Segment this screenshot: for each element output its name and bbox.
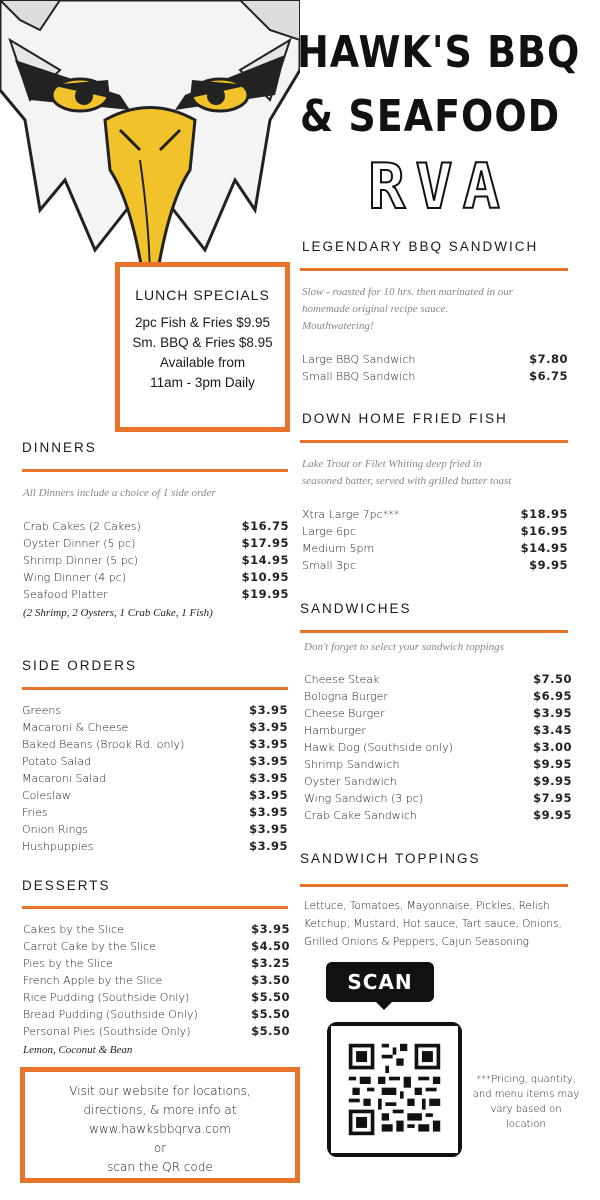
list-item: Small BBQ Sandwich $6.75 <box>302 369 568 383</box>
fried-fish-rule <box>300 440 568 443</box>
list-item: Xtra Large 7pc*** $18.95 <box>302 507 568 521</box>
list-item: Cheese Burger $3.95 <box>304 706 572 720</box>
list-item: Cakes by the Slice $3.95 <box>23 922 290 936</box>
list-item: Shrimp Dinner (5 pc) $14.95 <box>23 553 289 567</box>
toppings-list <box>304 897 589 951</box>
list-item: Macaroni & Cheese $3.95 <box>22 720 288 734</box>
desserts-note: Lemon, Coconut & Bean <box>23 1044 133 1056</box>
list-item: Macaroni Salad $3.95 <box>22 771 288 785</box>
eagle-mascot-logo <box>0 0 300 300</box>
desserts-list <box>23 922 290 1059</box>
list-item: Crab Cakes (2 Cakes) $16.75 <box>23 519 289 533</box>
list-item: Hushpuppies $3.95 <box>22 839 288 853</box>
list-item: Wing Dinner (4 pc) $10.95 <box>23 570 289 584</box>
visit-line: or <box>153 1141 167 1155</box>
bbq-sandwich-heading: LEGENDARY BBQ SANDWICH <box>302 239 539 254</box>
visit-line: directions, & more info at <box>83 1103 237 1117</box>
list-item: Pies by the Slice $3.25 <box>23 956 290 970</box>
list-item: Bologna Burger $6.95 <box>304 689 572 703</box>
dinners-rule <box>22 469 288 472</box>
list-item: Greens $3.95 <box>22 703 288 717</box>
list-item: Onion Rings $3.95 <box>22 822 288 836</box>
lunch-specials-box <box>115 262 290 432</box>
toppings-line: Ketchup, Mustard, Hot sauce, Tart sauce, Onions, <box>304 918 562 930</box>
toppings-heading: SANDWICH TOPPINGS <box>300 851 481 866</box>
lunch-special-line: Sm. BBQ & Fries $8.95 <box>132 335 273 350</box>
bbq-sandwich-description: Slow - roasted for 10 hrs. then marinated in our homemade original recipe sauce. Mouthwatering! <box>302 286 514 332</box>
visit-website-box <box>20 1067 300 1183</box>
list-item: Oyster Sandwich $9.95 <box>304 774 572 788</box>
list-item: Wing Sandwich (3 pc) $7.95 <box>304 791 572 805</box>
scan-arrow-icon <box>374 1000 394 1010</box>
visit-line: Visit our website for locations, <box>69 1084 251 1098</box>
toppings-line: Grilled Onions & Peppers, Cajun Seasoning <box>304 936 529 948</box>
list-item: French Apple by the Slice $3.50 <box>23 973 290 987</box>
list-item: Hawk Dog (Southside only) $3.00 <box>304 740 572 754</box>
side-orders-list <box>22 703 288 856</box>
sandwiches-heading: SANDWICHES <box>300 601 412 616</box>
list-item: Medium 5pm $14.95 <box>302 541 568 555</box>
fried-fish-description: Lake Trout or Filet Whiting deep fried in seasoned batter, served with grilled butter toast <box>302 458 512 487</box>
list-item: Potato Salad $3.95 <box>22 754 288 768</box>
sandwiches-description: Don't forget to select your sandwich toppings <box>304 641 504 653</box>
list-item: Rice Pudding (Southside Only) $5.50 <box>23 990 290 1004</box>
restaurant-name-line2: & SEAFOOD <box>300 90 561 142</box>
restaurant-name-line1: HAWK'S BBQ <box>297 26 581 78</box>
list-item: Crab Cake Sandwich $9.95 <box>304 808 572 822</box>
list-item: Hamburger $3.45 <box>304 723 572 737</box>
toppings-rule <box>300 884 568 887</box>
list-item: Shrimp Sandwich $9.95 <box>304 757 572 771</box>
dinners-note: (2 Shrimp, 2 Oysters, 1 Crab Cake, 1 Fish) <box>23 607 213 619</box>
lunch-specials-heading: LUNCH SPECIALS <box>135 287 270 303</box>
list-item: Large BBQ Sandwich $7.80 <box>302 352 568 366</box>
side-orders-heading: SIDE ORDERS <box>22 658 138 673</box>
restaurant-name-rva: RVA <box>368 150 510 223</box>
sandwiches-rule <box>300 630 568 633</box>
desserts-rule <box>22 906 288 909</box>
list-item: Carrot Cake by the Slice $4.50 <box>23 939 290 953</box>
visit-line: scan the QR code <box>107 1160 213 1174</box>
list-item: Small 3pc $9.95 <box>302 558 568 572</box>
list-item: Large 6pc $16.95 <box>302 524 568 538</box>
list-item: Personal Pies (Southside Only) $5.50 <box>23 1024 290 1038</box>
fried-fish-heading: DOWN HOME FRIED FISH <box>302 411 508 426</box>
fine-print: ***Pricing, quantity, and menu items may vary based on location <box>472 1074 580 1130</box>
list-item: Oyster Dinner (5 pc) $17.95 <box>23 536 289 550</box>
sandwiches-list <box>304 672 572 825</box>
dinners-description: All Dinners include a choice of 1 side order <box>23 487 216 499</box>
fried-fish-list <box>302 507 568 575</box>
desserts-heading: DESSERTS <box>22 878 111 893</box>
website-link[interactable]: www.hawksbbqrva.com <box>89 1122 231 1136</box>
list-item: Cheese Steak $7.50 <box>304 672 572 686</box>
list-item: Coleslaw $3.95 <box>22 788 288 802</box>
lunch-special-line: 11am - 3pm Daily <box>150 375 255 390</box>
list-item: Fries $3.95 <box>22 805 288 819</box>
dinners-heading: DINNERS <box>22 440 97 455</box>
dinners-list <box>23 519 289 622</box>
qr-code[interactable] <box>327 1022 462 1157</box>
side-orders-rule <box>22 687 288 690</box>
list-item: Seafood Platter $19.95 <box>23 587 289 601</box>
qr-code-icon <box>331 1026 458 1153</box>
toppings-line: Lettuce, Tomatoes, Mayonnaise, Pickles, Relish <box>304 900 550 912</box>
scan-me-badge: SCAN <box>326 962 434 1002</box>
lunch-special-line: Available from <box>159 355 246 370</box>
bbq-sandwich-rule <box>300 268 568 271</box>
list-item: Baked Beans (Brook Rd. only) $3.95 <box>22 737 288 751</box>
lunch-special-line: 2pc Fish & Fries $9.95 <box>134 315 271 330</box>
bbq-sandwich-list <box>302 352 568 386</box>
list-item: Bread Pudding (Southside Only) $5.50 <box>23 1007 290 1021</box>
